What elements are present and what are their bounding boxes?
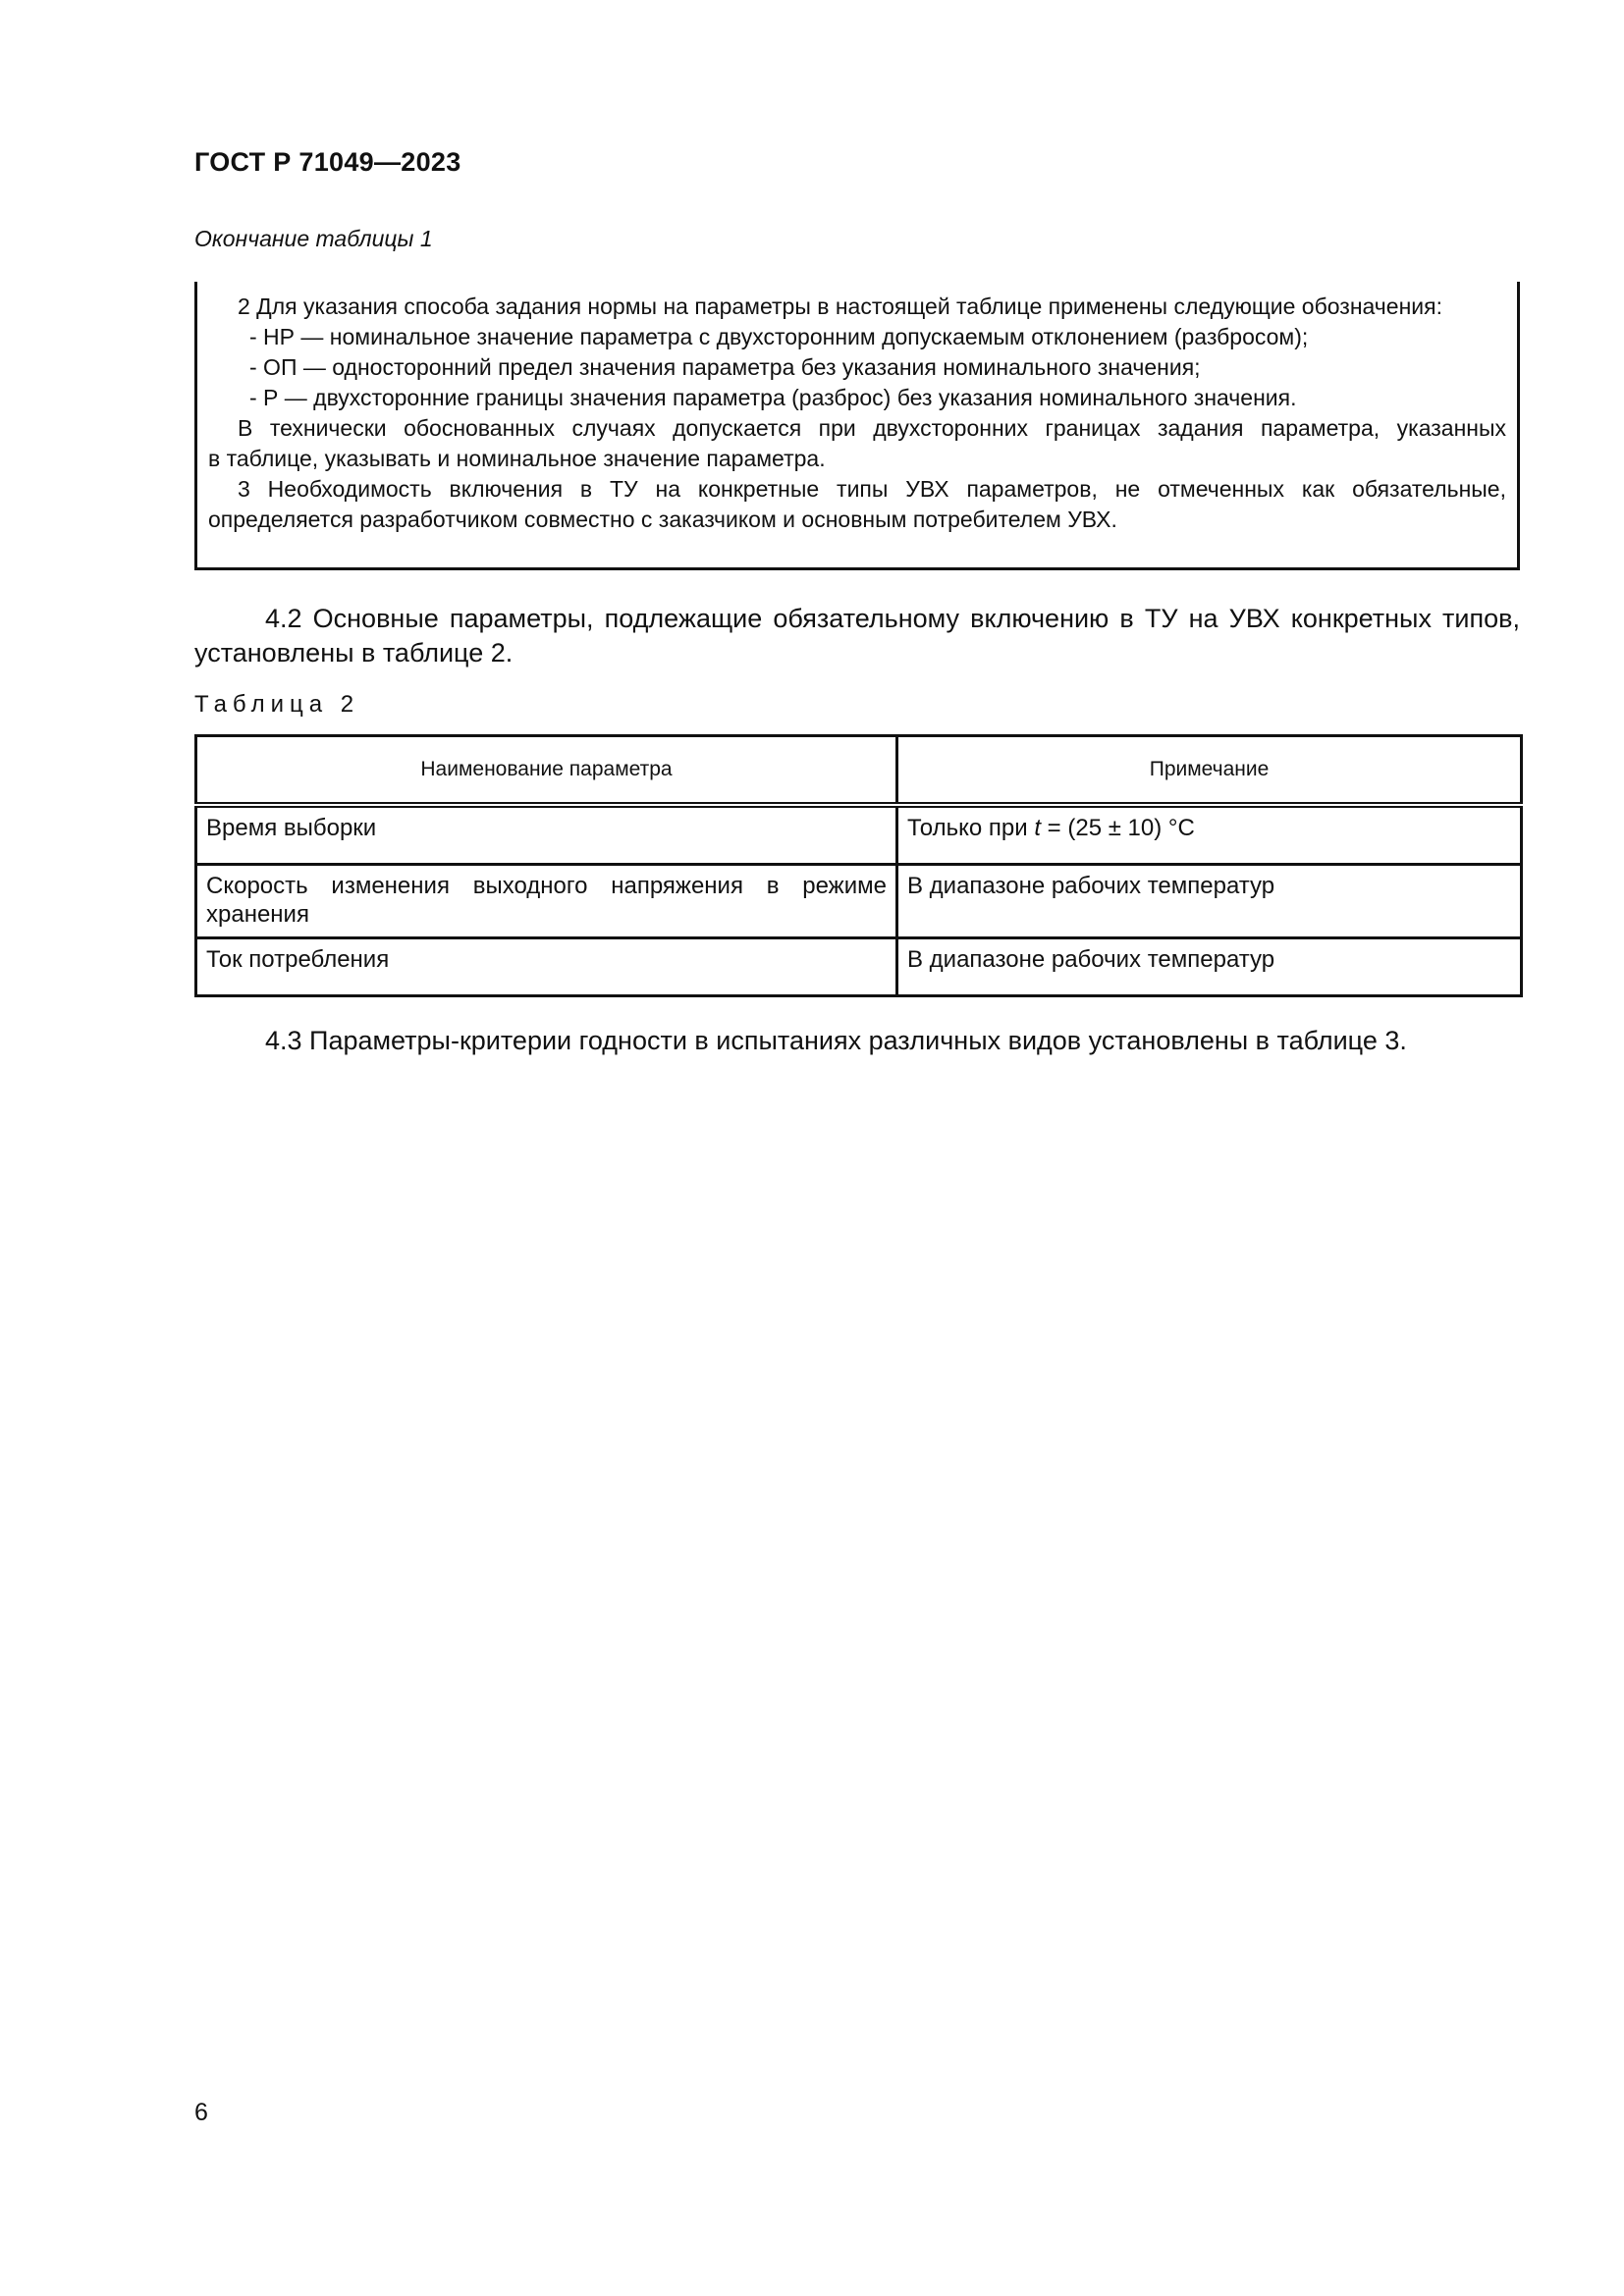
- section-4-3-text: 4.3 Параметры-критерии годности в испытаниях различных видов установлены в таблице 3.: [265, 1026, 1407, 1055]
- note-suffix: = (25 ± 10) °С: [1041, 815, 1195, 841]
- note3: 3 Необходимость включения в ТУ на конкретные типы УВХ параметров, не отмеченных как обязательные, определяется разработчиком совместно с заказчиком и основным потребителем УВХ.: [208, 476, 1506, 532]
- table2-cell-note: В диапазоне рабочих температур: [897, 938, 1522, 996]
- note2-intro: 2 Для указания способа задания нормы на параметры в настоящей таблице применены следующие обозначения:: [238, 294, 1442, 319]
- section-4-2-paragraph: [194, 602, 1520, 670]
- section-4-2-text: 4.2 Основные параметры, подлежащие обязательному включению в ТУ на УВХ конкретных типов, установлены в таблице 2.: [194, 604, 1520, 667]
- note2-item-r: - Р — двухсторонние границы значения параметра (разброс) без указания номинального значения.: [249, 385, 1297, 410]
- note2-extra-line1: В технически обоснованных случаях допускается при двухсторонних границах задания параметра, указанных: [238, 415, 1506, 441]
- table2-header-parameter: Наименование параметра: [196, 736, 897, 806]
- table2-cell-name: Время выборки: [196, 805, 897, 865]
- table2-cell-note: В диапазоне рабочих температур: [897, 865, 1522, 938]
- table2-cell-name: Скорость изменения выходного напряжения в режиме хранения: [196, 865, 897, 938]
- table2-header-note: Примечание: [897, 736, 1522, 806]
- table2-header-row: [196, 736, 1522, 806]
- note-prefix: Только при: [907, 815, 1035, 841]
- table1-notes-box: [194, 282, 1520, 570]
- table1-continuation-caption: Окончание таблицы 1: [194, 226, 433, 251]
- note2-item-op: - ОП — односторонний предел значения параметра без указания номинального значения;: [249, 354, 1201, 380]
- note2-extra-line2: в таблице, указывать и номинальное значение параметра.: [208, 446, 826, 471]
- note-variable-t: t: [1034, 815, 1041, 841]
- table2-cell-name: Ток потребления: [196, 938, 897, 996]
- table2: [194, 734, 1523, 997]
- table-row: [196, 938, 1522, 996]
- table-row: [196, 865, 1522, 938]
- table2-cell-note: [897, 805, 1522, 865]
- document-code-header: ГОСТ Р 71049—2023: [194, 147, 461, 177]
- section-4-3-paragraph: [194, 1024, 1520, 1058]
- table2-caption: Таблица 2: [194, 691, 360, 718]
- note2-item-hp: - НР — номинальное значение параметра с двухсторонним допускаемым отклонением (разбросом);: [249, 324, 1309, 349]
- page-number: 6: [194, 2099, 208, 2126]
- table-row: [196, 805, 1522, 865]
